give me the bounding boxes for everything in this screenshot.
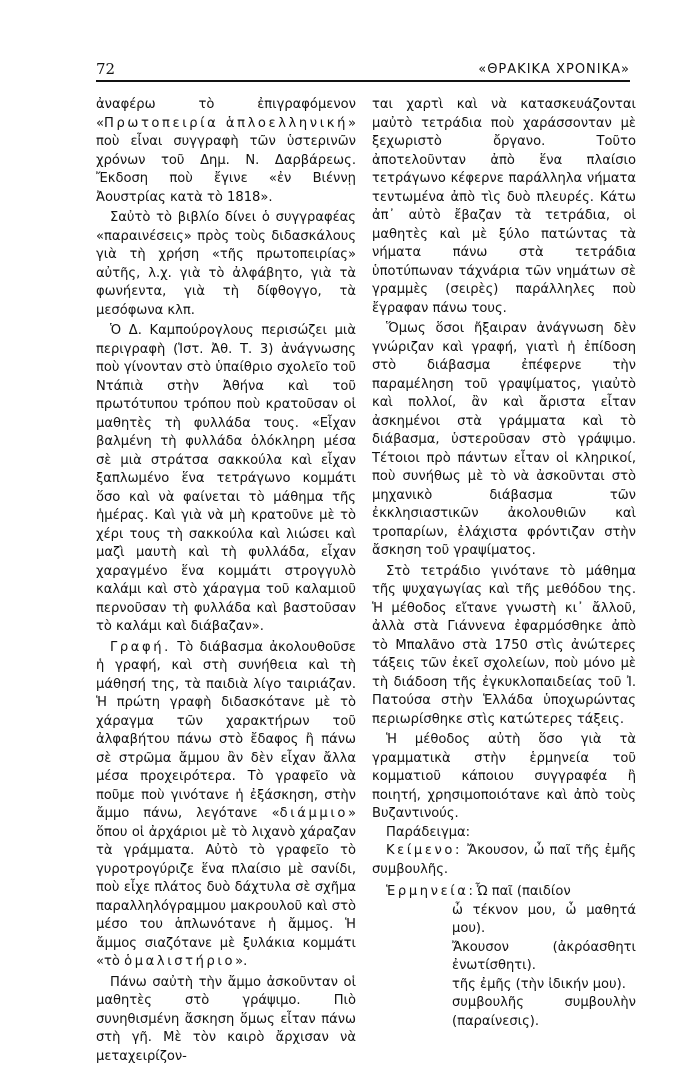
interpretation-first-row bbox=[372, 883, 636, 902]
spaced-term: ὁμαλιστήριο bbox=[124, 954, 235, 969]
right-column bbox=[372, 96, 636, 1031]
example-label: Παράδειγμα: bbox=[372, 824, 636, 843]
header-rule bbox=[96, 80, 630, 82]
paragraph: Σαὐτὸ τὸ βιβλίο δίνει ὁ συγγραφέας «παραινέσεις» πρὸς τοὺς διδασκάλους γιὰ τὴ χρήση «τῆς πρωτοπειρίας» αὐτῆς, λ.χ. γιὰ τὸ ἀλφάβητο, γιὰ τὰ φωνήεντα, γιὰ τὴ δίφθογγο, τὰ μεσόφωνα κλπ. bbox=[96, 209, 356, 320]
paragraph: Ὁ Δ. Καμπούρογλους περισώζει μιὰ περιγραφὴ (Ἱστ. Ἀθ. Τ. 3) ἀνάγνωσης ποὺ γίνονταν στὸ ὑπαίθριο σχολεῖο τοῦ Ντάπιὰ στὴν Ἀθήνα καὶ τοῦ πρωτότυπου τρόπου ποὺ κρατοῦσαν οἱ μαθητὲς τὴ φυλλάδα τους. «Εἶχαν βαλμένη τὴ φυλλάδα ὁλόκληρη μέσα σὲ μιὰ στράτσα σακκούλα καὶ εἶχαν ξαπλωμένο ἕνα τετράγωνο κομμάτι ὅσο καὶ νὰ φαίνεται τὸ μάθημα τῆς ἡμέρας. Καὶ γιὰ νὰ μὴ κρατοῦνε μὲ τὸ χέρι τους τὴ σακκούλα καὶ λιώσει καὶ μαζὶ μαυτὴ καὶ τὴ φυλλάδα, εἶχαν χαραγμένο ἕνα κομμάτι στρογγυλὸ καλάμι καὶ στὸ χάραγμα τοῦ καλαμιοῦ περνοῦσαν τὴ φυλλάδα καὶ βαστοῦσαν τὸ καλάμι καὶ διάβαζαν». bbox=[96, 322, 356, 637]
paragraph: Στὸ τετράδιο γινότανε τὸ μάθημα τῆς ψυχαγωγίας καὶ τῆς μεθόδου της. Ἡ μέθοδος εἴτανε γνωστὴ κι᾽ ἄλλοῦ, ἀλλὰ στὰ Γιάννενα ἐφαρμόσθηκε ἀπὸ τὸ Μπαλᾶνο στὰ 1750 στὶς ἀνώτερες τάξεις τῶν ἐκεῖ σχολείων, ποὺ μόνο μὲ τὴ διάδοση τῆς ἐγκυκλοπαιδείας τοῦ Ἰ. Πατούσα στὴν Ἑλλάδα ὑποχωρώντας περιωρίσθηκε στὶς κατώτερες τάξεις. bbox=[372, 563, 636, 730]
spaced-term: διάμμιο bbox=[280, 806, 348, 821]
paragraph: Πάνω σαὐτὴ τὴν ἄμμο ἀσκοῦνταν οἱ μαθητὲς στὸ γράψιμο. Πιὸ συνηθισμένη ἄσκηση ὅμως εἶταν πάνω στὴ γῆ. Μὲ τὸν καιρὸ ἄρχισαν νὰ μεταχειρίζον- bbox=[96, 974, 356, 1066]
interpretation-line: τῆς ἐμῆς (τὴν ἰδικήν μου). bbox=[452, 976, 636, 995]
interpretation-lines bbox=[372, 902, 636, 1032]
interpretation-line: συμβουλῆς συμβουλὴν (παραίνεσις). bbox=[452, 994, 636, 1031]
text-run: » ὅπου οἱ ἀρχάριοι μὲ τὸ λιχανὸ χάραζαν τὰ γράμματα. Αὐτὸ τὸ γραφεῖο τὸ γυροτρογύριζε ἕνα πλαίσιο μὲ σανίδι, ποὺ εἶχε πλάτος δυὸ δάχτυλα σὲ σχῆμα παραλληλόγραμμου μακρουλοῦ καὶ στὸ μέσο του ἁπλωνότανε ἡ ἄμμος. Ἡ ἄμμος σιαζότανε μὲ ξυλάκια κομμάτι «τὸ bbox=[96, 806, 356, 969]
paragraph: Ὅμως ὅσοι ἤξαιραν ἀνάγνωση δὲν γνώριζαν καὶ γραφή, γιατὶ ἡ ἐπίδοση στὸ διάβασμα ἐπέφερνε τὴν παραμέληση τοῦ γραψίματος, γιαὐτὸ καὶ πολλοί, ἂν καὶ ἄριστα εἶταν ἀσκημένοι στὰ γράμματα καὶ τὸ διάβασμα, ὑστεροῦσαν στὸ γράψιμο. Τέτοιοι πρὸ πάντων εἶταν οἱ κληρικοί, ποὺ συνήθως μὲ τὸ νὰ ἀσκοῦνται στὸ μηχανικὸ διάβασμα τῶν ἐκκλησιαστικῶν ἀκολουθιῶν καὶ τροπαρίων, ἐλάχιστα φρόντιζαν στὴν ἄσκηση τοῦ γραψίματος. bbox=[372, 320, 636, 561]
paragraph bbox=[96, 96, 356, 207]
left-column bbox=[96, 96, 356, 1066]
interpretation-label: Ἑρμηνεία: bbox=[372, 883, 476, 902]
text-run: » ποὺ εἶναι συγγραφὴ τῶν ὑστερινῶν χρόνων τοῦ Δημ. Ν. Δαρβάρεως. Ἔκδοση ποὺ ἔγινε «ἐν Βιέννῃ Ἀουστρίας κατὰ τὸ 1818». bbox=[96, 116, 356, 205]
interpretation-line: Ὦ παῖ (παιδίον bbox=[476, 883, 571, 902]
text-run: Τὸ διάβασμα ἀκολουθοῦσε ἡ γραφή, καὶ στὴ συνήθεια καὶ τὴ μάθησή της, τὰ παιδιὰ λίγο ταιριάζαν. Ἡ πρώτη γραφὴ διδασκότανε μὲ τὸ χάραγμα τῶν χαρακτήρων τοῦ ἀλφαβήτου πάνω στὸ ἔδαφος ἢ πάνω σὲ στρῶμα ἄμμου ἂν δὲν εἶχαν ἄλλα μέσα προχειρότερα. Τὸ γραφεῖο νὰ ποῦμε ποὺ γινότανε ἡ ἐξάσκηση, στὴν ἄμμο πάνω, λεγότανε « bbox=[96, 640, 356, 822]
text-run: ἀναφέρω τὸ ἐπιγραφόμενον « bbox=[96, 97, 356, 131]
text-value: Ἄκουσον, ὦ παῖ τῆς ἐμῆς συμβουλῆς. bbox=[372, 843, 636, 877]
section-heading: Γραφή. bbox=[110, 640, 171, 655]
text-label: Κείμενο: bbox=[386, 843, 462, 858]
page-number: 72 bbox=[96, 60, 115, 78]
paragraph bbox=[96, 639, 356, 972]
interpretation-line: Ἄκουσον (ἀκρόασθητι ἐνωτίσθητι). bbox=[452, 939, 636, 976]
paragraph: ται χαρτὶ καὶ νὰ κατασκευάζονται μαὐτὸ τετράδια ποὺ χαράσσονταν μὲ ξεχωριστὸ ὄργανο. Τοῦτο ἀποτελοῦνταν ἀπὸ ἕνα πλαίσιο τετράγωνο κέφερνε παράλληλα νήματα τεντωμένα ἀπὸ τὶς δυὸ πλευρές. Κάτω ἀπ᾽ αὐτὸ ἔβαζαν τὰ τετράδια, οἱ μαθητὲς καὶ μὲ ξύλο πατώντας τὰ νήματα πάνω στὰ τετράδια ὑποτύπωναν τάχνάρια τῶν νημάτων σὲ γραμμὲς (σειρὲς) παράλληλες ποὺ ἔγραφαν πάνω τους. bbox=[372, 96, 636, 318]
interpretation-line: ὦ τέκνον μου, ὦ μαθητά μου). bbox=[452, 902, 636, 939]
interpretation-block bbox=[372, 883, 636, 1031]
text-run: ». bbox=[235, 954, 247, 969]
example-text bbox=[372, 842, 636, 879]
running-title: «ΘΡΑΚΙΚΑ ΧΡΟΝΙΚΑ» bbox=[478, 62, 630, 77]
paragraph: Ἡ μέθοδος αὐτὴ ὅσο γιὰ τὰ γραμματικὰ στὴν ἑρμηνεία τοῦ κομματιοῦ κάποιου συγγραφέα ἢ ποιητή, χρησιμοποιότανε καὶ ἀπὸ τοὺς Βυζαντινούς. bbox=[372, 731, 636, 824]
spaced-title: Πρωτοπειρία ἁπλοελληνική bbox=[104, 116, 348, 131]
